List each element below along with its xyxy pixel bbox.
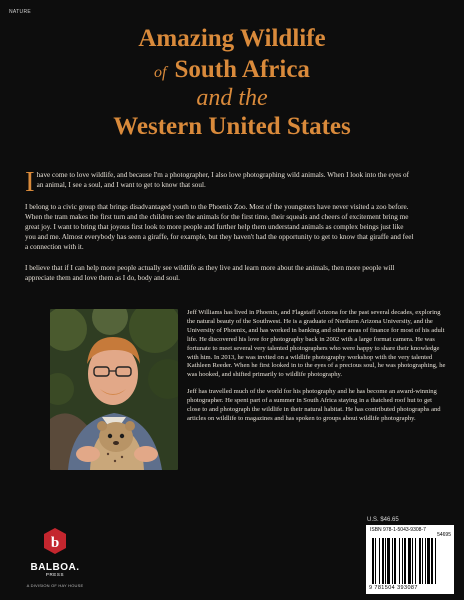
title-line-1: Amazing Wildlife xyxy=(138,25,326,52)
author-bio-paragraph-2: Jeff has travelled much of the world for his photography and he has become an award-winning photographer. He spent part of a summer in South Africa staying in a thatched roof hut to get close to and photograph the wildlife in their natural habitat. He has contributed photographs and articles on wildlife to magazines and has spoken to groups about wildlife photography. xyxy=(187,388,441,422)
publisher-logo xyxy=(14,527,96,588)
publisher-tagline: A DIVISION OF HAY HOUSE xyxy=(26,583,84,588)
title-south-africa: South Africa xyxy=(174,56,310,83)
category-label: NATURE xyxy=(9,9,31,15)
publisher-name: BALBOA. xyxy=(30,562,80,573)
book-title xyxy=(0,26,464,139)
barcode-bars xyxy=(372,538,450,584)
intro-text xyxy=(25,166,415,283)
author-photo xyxy=(50,309,178,470)
svg-text:b: b xyxy=(50,535,60,551)
price-label: U.S. $46.65 xyxy=(367,517,399,523)
barcode-number: 9 781504 393087 xyxy=(369,585,418,591)
isbn-barcode xyxy=(366,525,454,594)
balboa-logo-icon xyxy=(42,527,68,555)
price-code: 54695 xyxy=(437,532,451,538)
intro-paragraph-3: I believe that if I can help more people actually see wildlife as they live and learn more about the animals, then more people will appreciate them and love them as I do, body and soul. xyxy=(25,264,395,282)
publisher-sub: PRESS xyxy=(45,572,65,577)
intro-paragraph-1-text: have come to love wildlife, and because I'm a photographer, I also love photographing wild animals. When I look into the eyes of an animal, I see a soul, and I want to get to know that soul. xyxy=(36,171,409,189)
intro-paragraph-2: I belong to a civic group that brings disadvantaged youth to the Phoenix Zoo. Most of the youngsters have never visited a zoo before. When the tram makes the first turn and the children see the animals for the first time, their squeals and cheers of excitement bring me great joy. I want to bring that joyous first look to more people and further help them understand animals as complex beings just like you and me. Almost everybody has seen a giraffe, for example, but they haven't had the opportunity to get to know that giraffe and feel a connection with it. xyxy=(25,203,414,251)
intro-paragraph-1 xyxy=(25,166,415,198)
drop-cap: I xyxy=(25,166,35,198)
title-line-3: and the xyxy=(196,85,268,111)
author-bio xyxy=(187,309,447,424)
title-line-4: Western United States xyxy=(113,113,351,140)
title-of: of xyxy=(154,64,167,81)
title-line-2 xyxy=(0,57,464,82)
isbn-text: ISBN 978-1-5043-9308-7 xyxy=(370,527,426,533)
author-bio-paragraph-1: Jeff Williams has lived in Phoenix, and Flagstaff Arizona for the past several decades, exploring the natural beauty of the Southwest. He is a graduate of Northern Arizona University, and the University of Phoenix, and has worked in banking and other areas of finance for most of his adult life. He discovered his love for photography back in 2002 with a large format camera. He was fortunate to meet several very talented photographers who were happy to share their knowledge with him. In 2013, he was invited on a wildlife photography workshop with the very talented Kathleen Reeder. When he first looked in to the eyes of a precious soul, he was photographing, he was hooked, and shifted primarily to wildlife photography. xyxy=(187,309,446,379)
